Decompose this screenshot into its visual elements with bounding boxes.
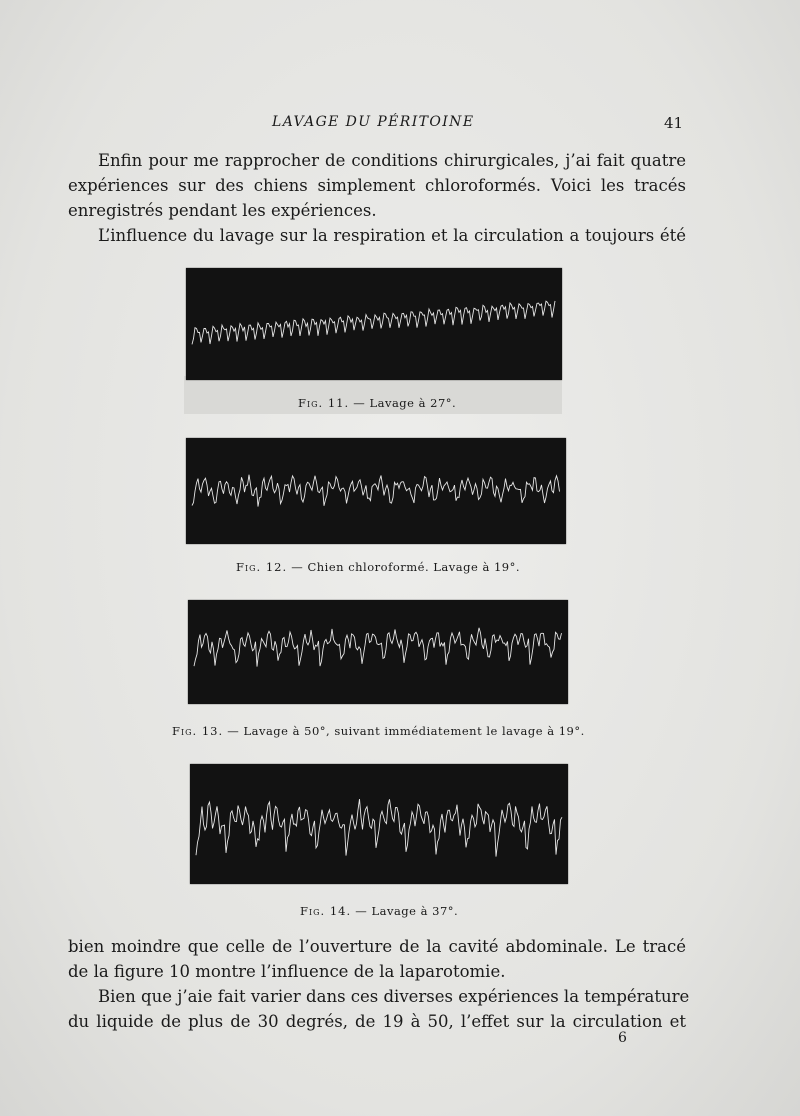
text-line: Enfin pour me rapprocher de conditions chirurgicales, j’ai fait quatre [98, 151, 686, 170]
signature-mark: 6 [618, 1030, 627, 1046]
figure-caption-text: — Lavage à 37°. [351, 904, 459, 918]
figure-caption-text: — Chien chloroformé. Lavage à 19°. [287, 560, 520, 574]
figure-caption-text: — Lavage à 27°. [349, 396, 457, 410]
trace-waveform [190, 764, 568, 884]
running-header: LAVAGE DU PÉRITOINE [272, 114, 475, 130]
trace-line [192, 475, 560, 507]
text-line: enregistrés pendant les expériences. [68, 201, 377, 220]
trace-waveform [186, 438, 566, 544]
page-number: 41 [664, 114, 684, 132]
figure-13-trace [188, 600, 568, 704]
trace-line [196, 799, 562, 857]
figure-11-caption [298, 396, 456, 410]
figure-12-caption [236, 560, 520, 574]
text-line: bien moindre que celle de l’ouverture de la cavité abdominale. Le tracé [68, 937, 686, 956]
figure-caption-text: — Lavage à 50°, suivant immédiatement le lavage à 19°. [223, 724, 585, 738]
figure-label: Fig. 12. [236, 560, 288, 574]
outro-paragraph [68, 934, 690, 1034]
text-line: du liquide de plus de 30 degrés, de 19 à 50, l’effet sur la circulation et [68, 1012, 686, 1031]
intro-paragraph [68, 148, 686, 248]
figure-14-trace [190, 764, 568, 884]
text-line: expériences sur des chiens simplement chloroformés. Voici les tracés [68, 176, 686, 195]
figure-label: Fig. 11. [298, 396, 350, 410]
figure-14-caption [300, 904, 458, 918]
figure-11-trace [186, 268, 562, 380]
trace-line [192, 301, 555, 345]
text-line: L’influence du lavage sur la respiration et la circulation a toujours été [98, 226, 686, 245]
trace-waveform [186, 268, 562, 380]
trace-line [194, 628, 562, 667]
text-line: de la figure 10 montre l’influence de la laparotomie. [68, 962, 506, 981]
figure-12-trace [186, 438, 566, 544]
text-line: Bien que j’aie fait varier dans ces diverses expériences la température [98, 987, 690, 1006]
figure-13-caption [172, 724, 585, 738]
figure-label: Fig. 13. [172, 724, 224, 738]
trace-waveform [188, 600, 568, 704]
figure-label: Fig. 14. [300, 904, 352, 918]
